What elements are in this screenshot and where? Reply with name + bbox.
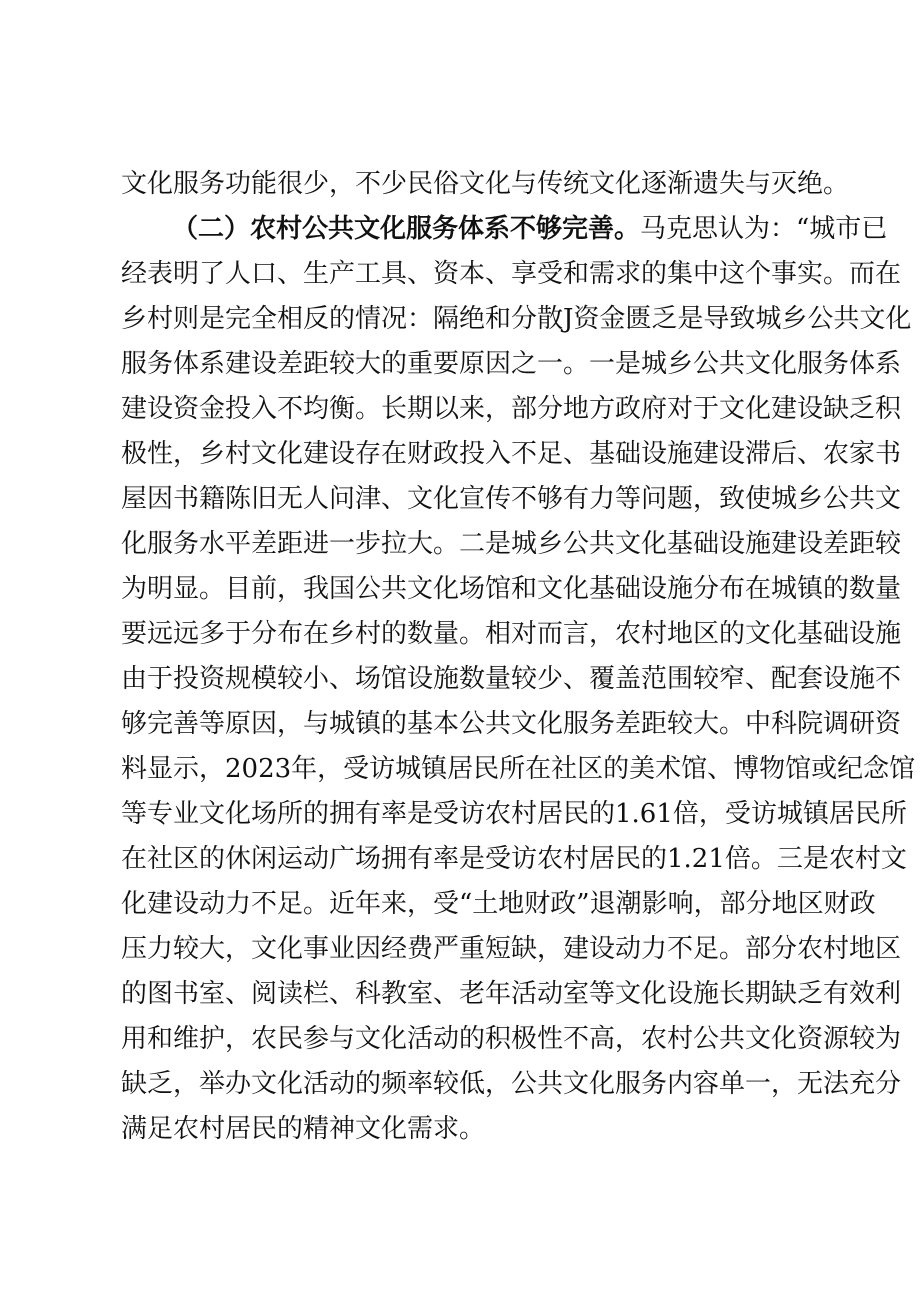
paragraph-line: 化服务水平差距进一步拉大。二是城乡公共文化基础设施建设差距较: [121, 529, 902, 559]
paragraph-line: 乡村则是完全相反的情况：隔绝和分散J资金匮乏是导致城乡公共文化: [121, 304, 912, 334]
paragraph-line: 文化服务功能很少，不少民俗文化与传统文化逐渐遗失与灭绝。: [121, 169, 850, 199]
paragraph-line: 极性，乡村文化建设存在财政投入不足、基础设施建设滞后、农家书: [121, 439, 902, 469]
section-heading-line: [172, 209, 888, 249]
paragraph-line: 的图书室、阅读栏、科教室、老年活动室等文化设施长期缺乏有效利: [121, 979, 902, 1009]
paragraph-line: 要远远多于分布在乡村的数量。相对而言，农村地区的文化基础设施: [121, 619, 902, 649]
paragraph-line: 满足农村居民的精神文化需求。: [121, 1114, 486, 1144]
paragraph-line: 由于投资规模较小、场馆设施数量较少、覆盖范围较窄、配套设施不: [121, 664, 902, 694]
paragraph-line: 够完善等原因，与城镇的基本公共文化服务差距较大。中科院调研资: [121, 709, 902, 739]
paragraph-line: 屋因书籍陈旧无人问津、文化宣传不够有力等问题，致使城乡公共文: [121, 484, 902, 514]
section-heading: （二）农村公共文化服务体系不够完善。: [172, 214, 641, 244]
paragraph-line: 经表明了人口、生产工具、资本、享受和需求的集中这个事实。而在: [121, 259, 902, 289]
paragraph-line: 等专业文化场所的拥有率是受访农村居民的1.61倍，受访城镇居民所: [121, 799, 907, 829]
paragraph-line: 为明显。目前，我国公共文化场馆和文化基础设施分布在城镇的数量: [121, 574, 902, 604]
paragraph-line: 在社区的休闲运动广场拥有率是受访农村居民的1.21倍。三是农村文: [121, 844, 907, 874]
paragraph-line: 服务体系建设差距较大的重要原因之一。一是城乡公共文化服务体系: [121, 349, 902, 379]
paragraph-line-start: 马克思认为：“城市已: [640, 214, 888, 244]
paragraph-line: 料显示，2023年，受访城镇居民所在社区的美术馆、博物馆或纪念馆: [121, 754, 916, 784]
paragraph-line: 建设资金投入不均衡。长期以来，部分地方政府对于文化建设缺乏积: [121, 394, 902, 424]
paragraph-line: 压力较大，文化事业因经费严重短缺，建设动力不足。部分农村地区: [121, 934, 902, 964]
paragraph-line: 化建设动力不足。近年来，受“土地财政”退潮影响，部分地区财政: [121, 889, 876, 919]
paragraph-line: 缺乏，举办文化活动的频率较低，公共文化服务内容单一，无法充分: [121, 1069, 902, 1099]
paragraph-line: 用和维护，农民参与文化活动的积极性不高，农村公共文化资源较为: [121, 1024, 902, 1054]
